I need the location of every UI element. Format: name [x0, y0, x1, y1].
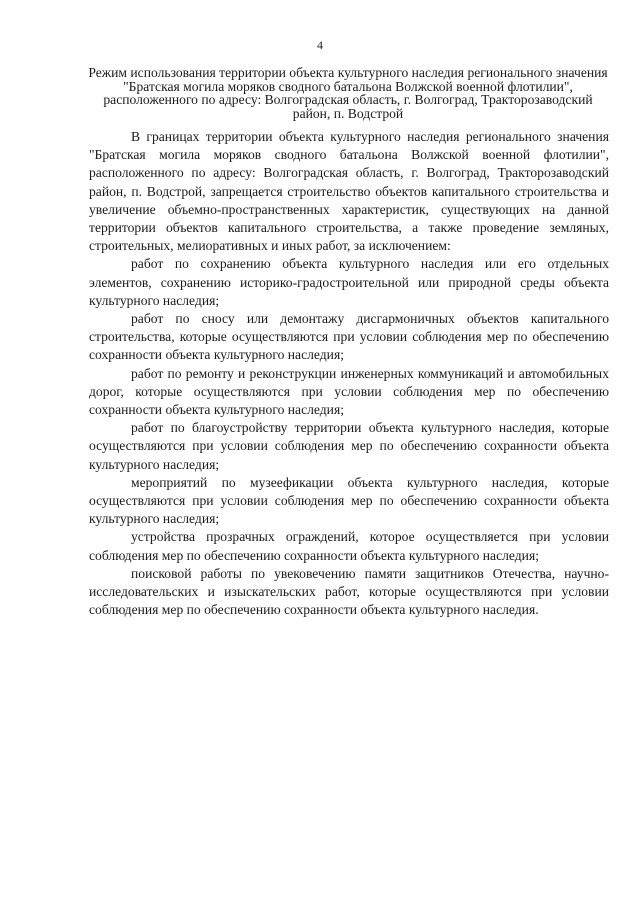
paragraph-exception-utilities: работ по ремонту и реконструкции инженерных коммуникаций и автомобильных дорог, которые осуществляются при условии соблюдения мер по обеспечению сохранности объекта культурного наследия;	[89, 365, 609, 418]
paragraph-exception-fencing: устройства прозрачных ограждений, которое осуществляется при условии соблюдения мер по обеспечению сохранности объекта культурного наследия;	[89, 529, 609, 563]
document-body	[89, 128, 609, 619]
paragraph-exception-landscaping: работ по благоустройству территории объекта культурного наследия, которые осуществляются при условии соблюдения мер по обеспечению сохранности объекта культурного наследия;	[89, 420, 609, 472]
paragraph-exception-museum: мероприятий по музеефикации объекта культурного наследия, которые осуществляются при условии соблюдения мер по обеспечению сохранности объекта культурного наследия;	[89, 474, 609, 527]
page-number: 4	[317, 38, 323, 52]
paragraph-exception-demolition: работ по сносу или демонтажу дисгармоничных объектов капитального строительства, которые осуществляются при условии соблюдения мер по обеспечению сохранности объекта культурного наследия;	[89, 311, 609, 363]
paragraph-exception-search-work: поисковой работы по увековечению памяти защитников Отечества, научно-исследовательских и изыскательских работ, которые осуществляются при условии соблюдения мер по обеспечению сохранности объекта культурного наследия.	[89, 565, 609, 618]
paragraph-exception-preservation: работ по сохранению объекта культурного наследия или его отдельных элементов, сохранению историко-градостроительной или природной среды объекта культурного наследия;	[89, 256, 609, 308]
paragraph-intro: В границах территории объекта культурного наследия регионального значения "Братская могила моряков сводного батальона Волжской военной флотилии", расположенного по адресу: Волгоградская область, г. Волгоград, Тракторозаводский район, п. Водстрой, запрещается строительство объектов капитального строительства и увеличение объемно-пространственных характеристик, существующих на данной территории объектов капитального строительства, а также проведение земляных, строительных, мелиоративных и иных работ, за исключением:	[89, 129, 609, 254]
document-title: Режим использования территории объекта культурного наследия регионального значения "Братская могила моряков сводного батальона Волжской военной флотилии", расположенного по адресу: Волгоградская область, г. Волгоград, Тракторозаводский район, п. Водстрой	[88, 65, 608, 121]
